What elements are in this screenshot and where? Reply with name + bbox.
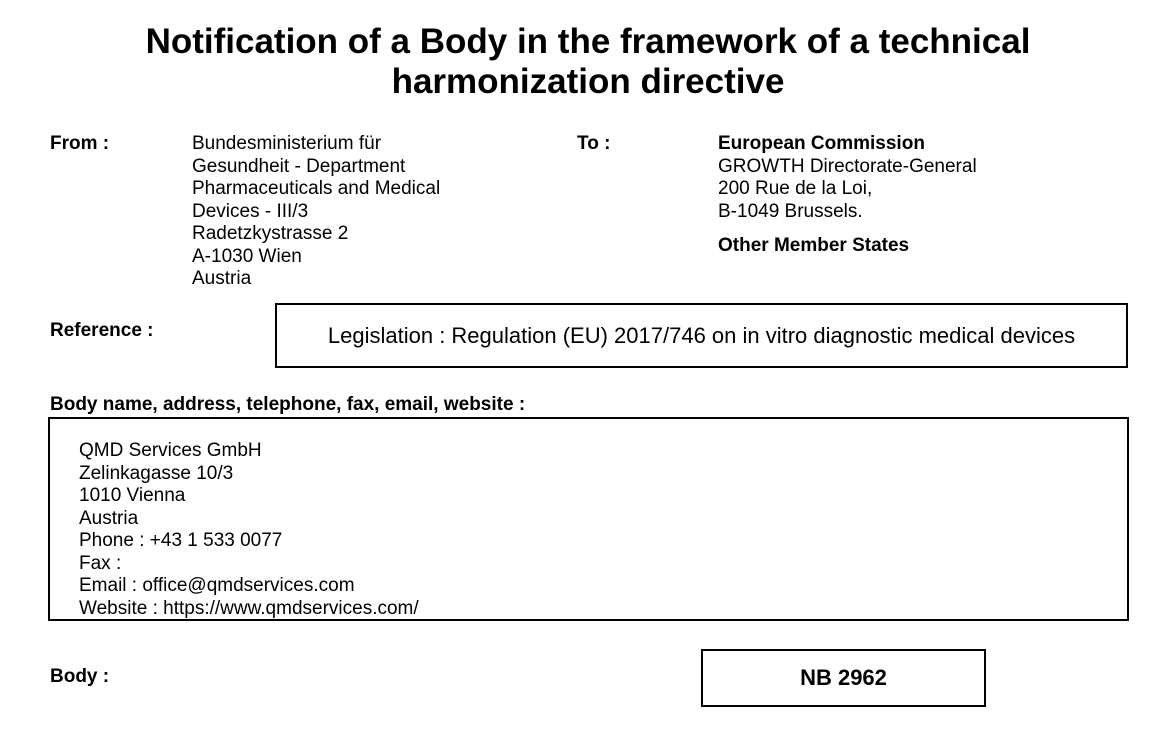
from-address-line: Radetzkystrasse 2	[192, 223, 349, 244]
body-details-line: 1010 Vienna	[79, 485, 186, 506]
from-address-line: Devices - III/3	[192, 200, 309, 222]
body-details-phone: Phone : +43 1 533 0077	[79, 530, 283, 551]
body-details-line: Austria	[79, 507, 139, 529]
to-label: To :	[577, 133, 611, 154]
to-address-line: B-1049 Brussels.	[718, 200, 863, 222]
body-label: Body :	[50, 666, 110, 687]
body-details-fax: Fax :	[79, 552, 122, 574]
to-recipient: European Commission	[718, 133, 925, 154]
document-title-line-1: Notification of a Body in the framework of a technical	[145, 22, 1031, 61]
to-other-member-states: Other Member States	[718, 235, 910, 256]
body-details-box	[48, 417, 1129, 621]
notified-body-number-box	[701, 649, 986, 707]
reference-box	[275, 303, 1128, 368]
to-address	[718, 133, 977, 223]
body-details-label: Body name, address, telephone, fax, email, website :	[50, 394, 526, 415]
from-address	[192, 133, 440, 291]
from-address-line: Austria	[192, 268, 252, 289]
reference-label: Reference :	[50, 320, 154, 341]
document-title	[0, 22, 1176, 102]
from-address-line: Gesundheit - Department	[192, 155, 406, 177]
body-details-line: Zelinkagasse 10/3	[79, 462, 234, 484]
notified-body-number: NB 2962	[800, 665, 887, 690]
from-address-line: Pharmaceuticals and Medical	[192, 178, 441, 199]
from-address-line: Bundesministerium für	[192, 133, 382, 154]
body-details-email: Email : office@qmdservices.com	[79, 575, 355, 596]
reference-text: Legislation : Regulation (EU) 2017/746 on in vitro diagnostic medical devices	[327, 322, 1076, 348]
body-details-website: Website : https://www.qmdservices.com/	[79, 597, 419, 619]
from-label: From :	[50, 133, 110, 154]
to-address-line: GROWTH Directorate-General	[718, 155, 977, 177]
body-details-line: QMD Services GmbH	[79, 440, 262, 461]
document-title-line-2: harmonization directive	[391, 62, 785, 101]
from-address-line: A-1030 Wien	[192, 245, 302, 267]
to-address-line: 200 Rue de la Loi,	[718, 178, 873, 199]
